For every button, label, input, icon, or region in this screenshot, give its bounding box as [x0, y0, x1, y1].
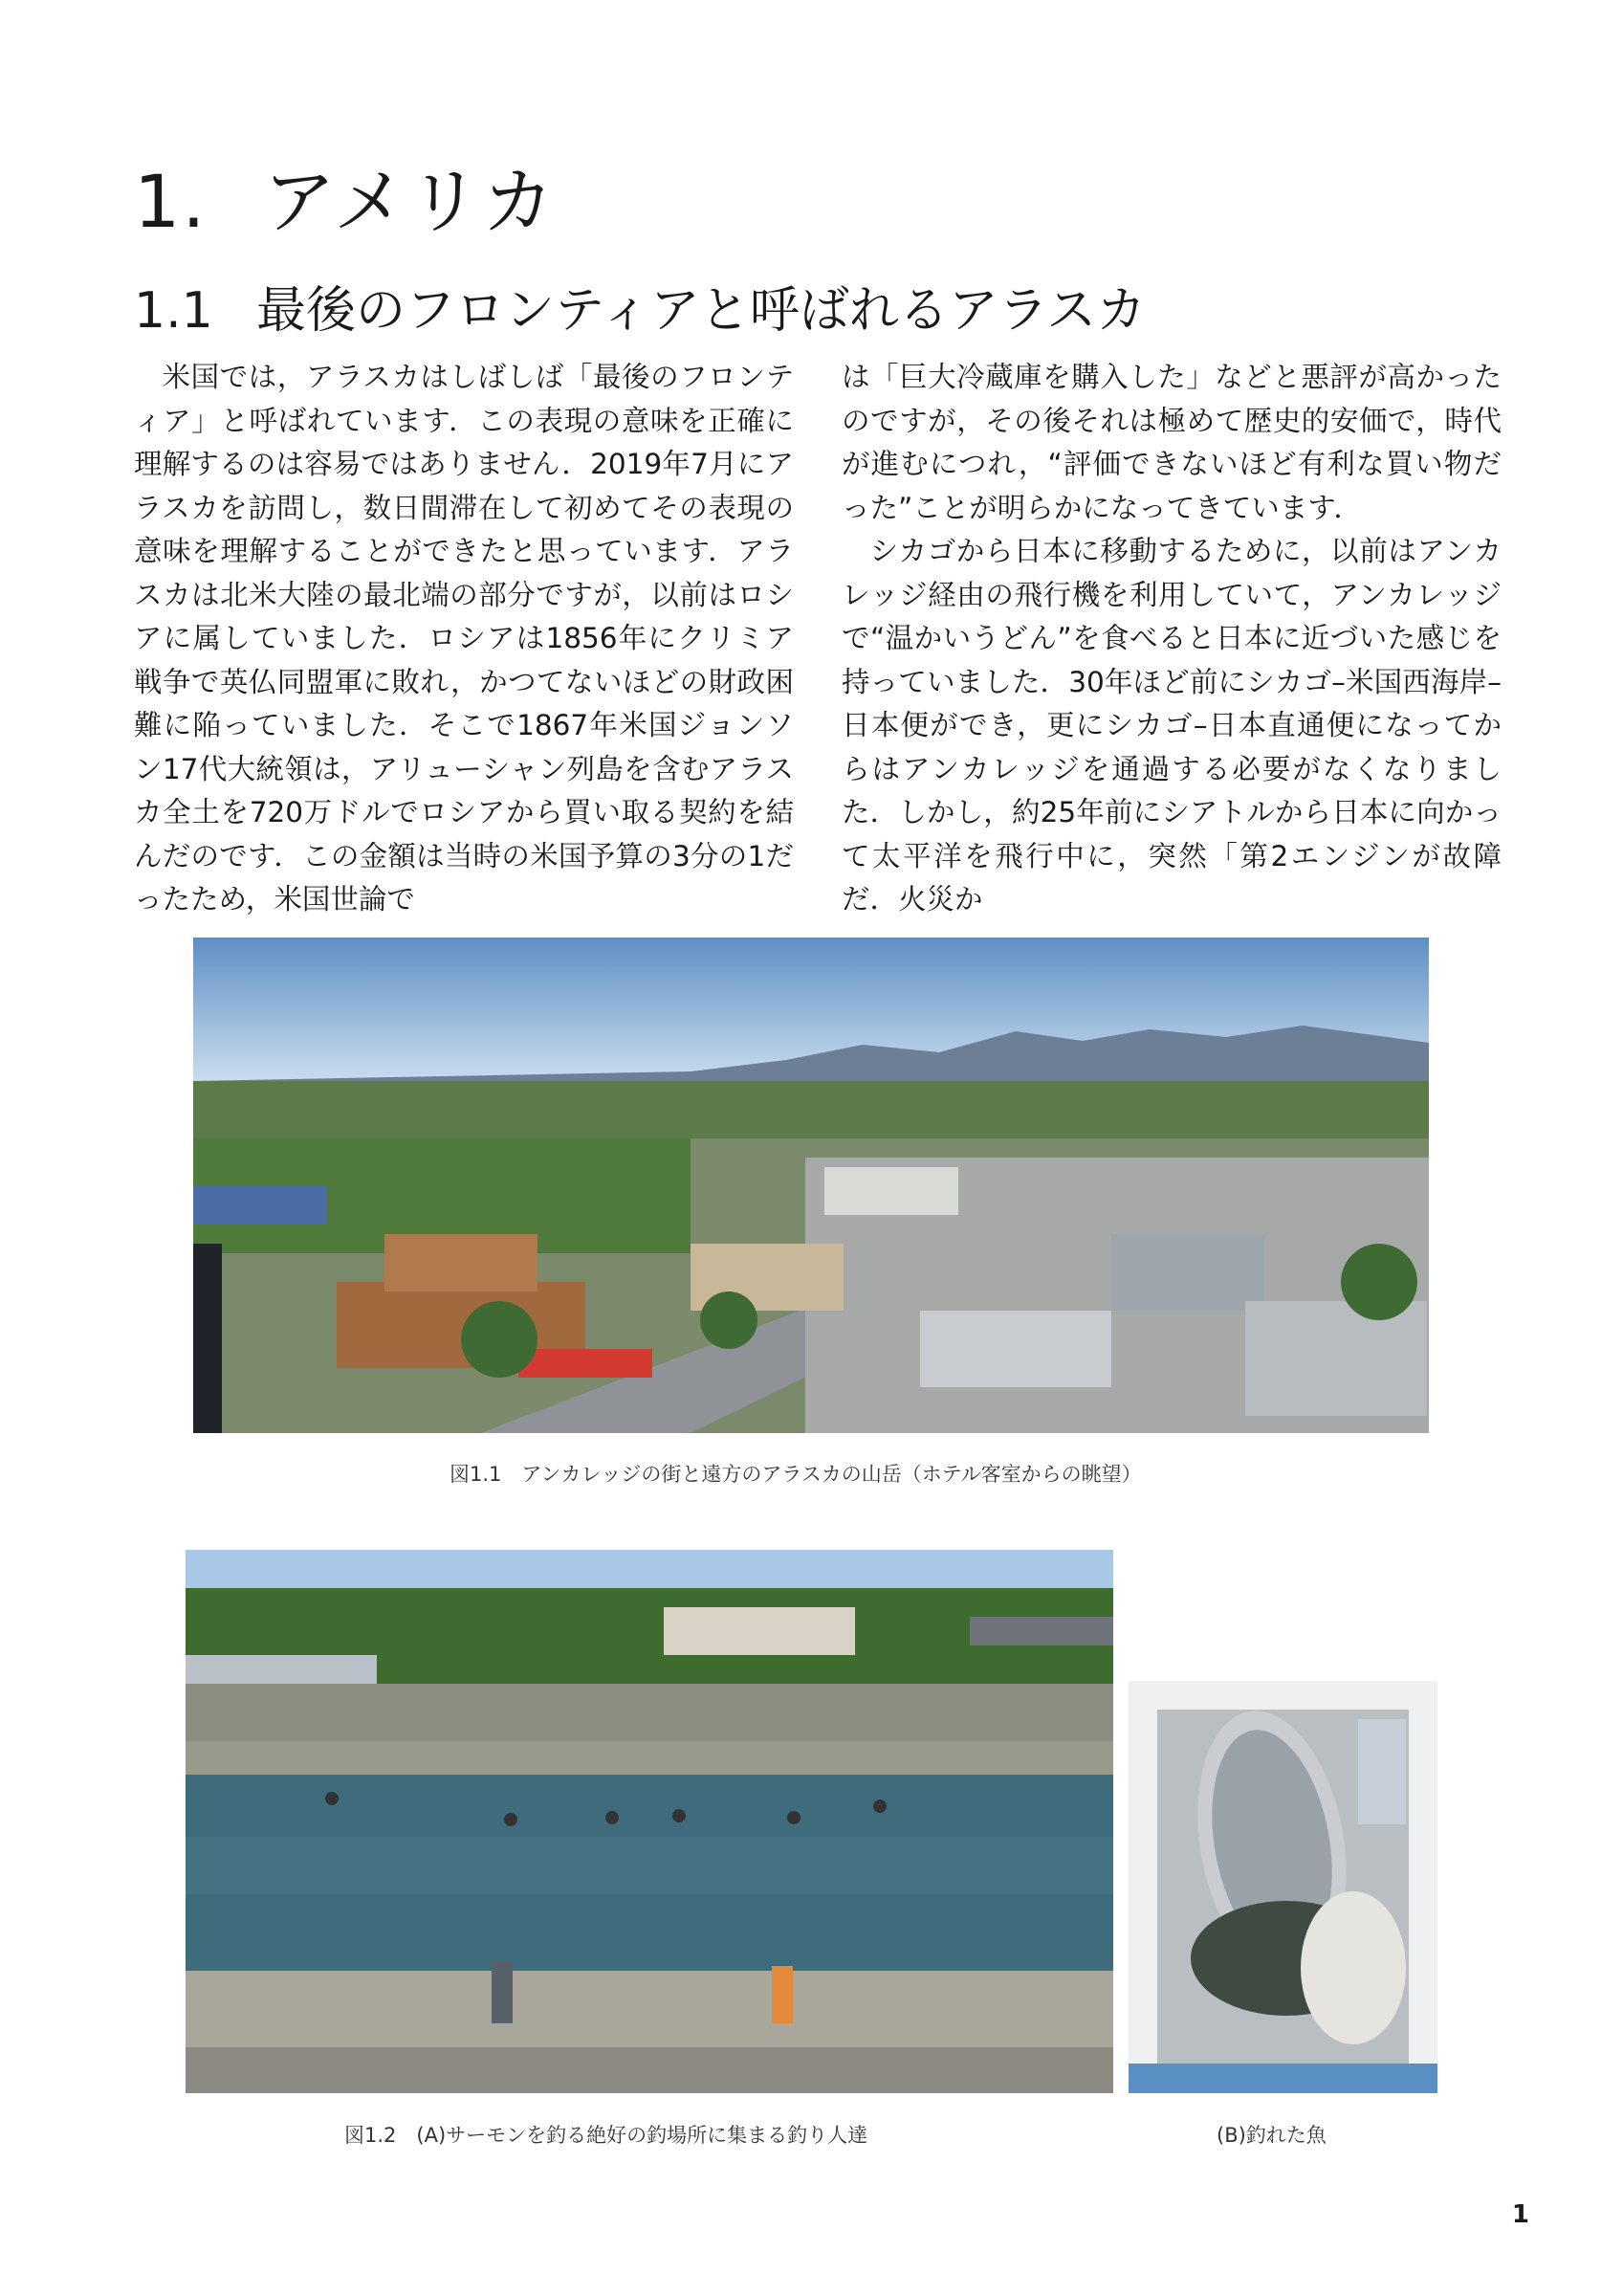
body-right-column	[842, 356, 1502, 922]
section-number: 1.1	[134, 282, 213, 340]
body-paragraph-1: 米国では，アラスカはしばしば「最後のフロンティア」と呼ばれています．この表現の意味を正確に理解するのは容易ではありません．2019年7月にアラスカを訪問し，数日間滞在して初めてその表現の意味を理解することができたと思っています．アラスカは北米大陸の最北端の部分ですが，以前はロシアに属していました．ロシアは1856年にクリミア戦争で英仏同盟軍に敗れ，かつてないほどの財政困難に陥っていました．そこで1867年米国ジョンソン17代大統領は，アリューシャン列島を含むアラスカ全土を720万ドルでロシアから買い取る契約を結んだのです．この金額は当時の米国予算の3分の1だったため，米国世論で	[134, 361, 794, 916]
body-paragraph-1-continued: は「巨大冷蔵庫を購入した」などと悪評が高かったのですが，その後それは極めて歴史的安価で，時代が進むにつれ，“評価できないほど有利な買い物だった”ことが明らかになってきています．	[842, 361, 1502, 524]
section-title	[134, 270, 1146, 342]
section-title-text: 最後のフロンティアと呼ばれるアラスカ	[256, 282, 1147, 340]
salmon-fishing-river-photo	[186, 1550, 1113, 2093]
figure-1-2b-caption: (B)釣れた魚	[1217, 2124, 1327, 2147]
figure-1-2a-caption: 図1.2 (A)サーモンを釣る絶好の釣場所に集まる釣り人達	[344, 2124, 868, 2147]
page-number: 1	[1511, 2200, 1529, 2229]
body-left-column	[134, 356, 794, 922]
chapter-number: 1.	[134, 159, 208, 244]
chapter-title-text: アメリカ	[263, 159, 557, 244]
body-paragraph-2: シカゴから日本に移動するために，以前はアンカレッジ経由の飛行機を利用していて，アンカレッジで“温かいうどん”を食べると日本に近づいた感じを持っていました．30年ほど前にシカゴ–米国西海岸–日本便ができ，更にシカゴ–日本直通便になってからはアンカレッジを通過する必要がなくなりました．しかし，約25年前にシアトルから日本に向かって太平洋を飛行中に，突然「第2エンジンが故障だ．火災か	[842, 535, 1502, 916]
chapter-title	[134, 144, 557, 248]
figure-1-1-caption: 図1.1 アンカレッジの街と遠方のアラスカの山岳（ホテル客室からの眺望）	[450, 1463, 1142, 1486]
anchorage-city-photo	[193, 938, 1429, 1433]
caught-fish-photo	[1129, 1681, 1437, 2093]
